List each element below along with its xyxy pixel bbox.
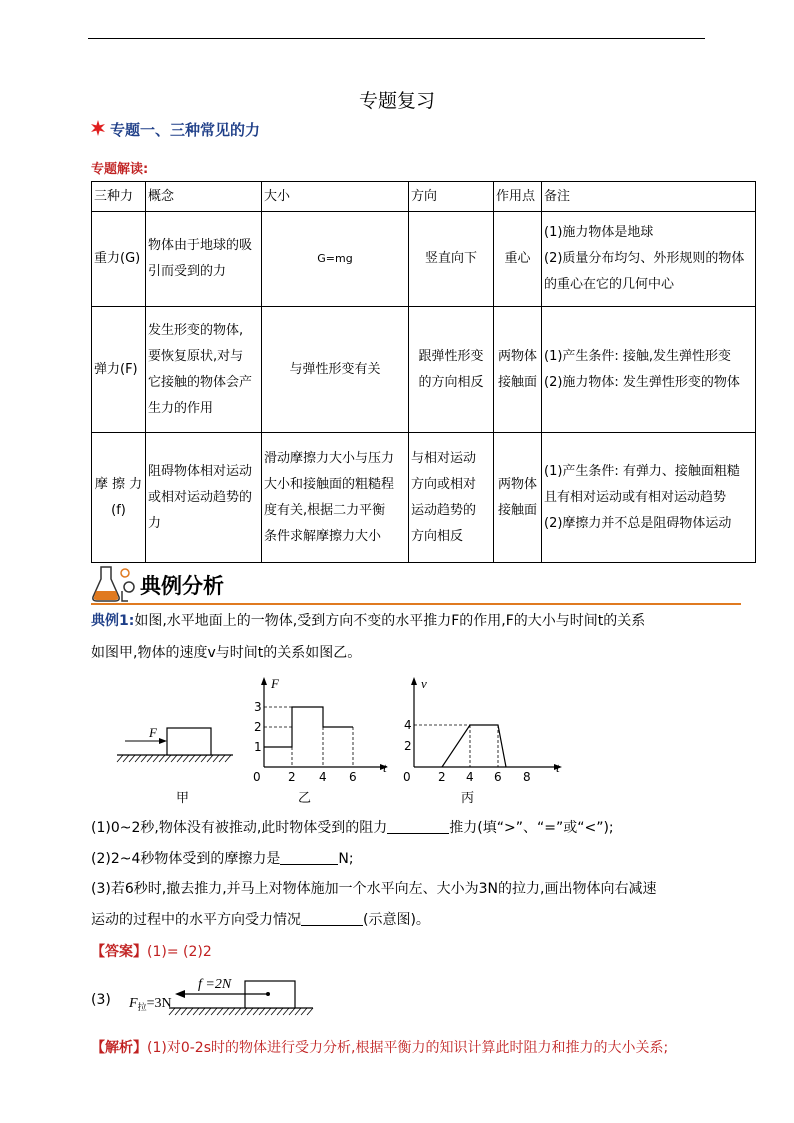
tick-label: 6 — [349, 770, 357, 784]
cell-name: 摩 擦 力 (f) — [92, 433, 146, 563]
force-time-graph — [252, 675, 394, 785]
cell-direction: 跟弹性形变 的方向相反 — [409, 307, 494, 433]
force-label: F — [149, 725, 157, 740]
header-cell: 三种力 — [92, 182, 146, 212]
header-cell: 备注 — [542, 182, 756, 212]
answer-blank — [301, 911, 363, 926]
star-icon — [90, 120, 106, 136]
tick-label: 1 — [254, 740, 262, 754]
header-cell: 大小 — [262, 182, 409, 212]
header-rule — [88, 38, 705, 39]
answer-3-prefix: (3) — [91, 992, 111, 1008]
x-axis-label: t — [383, 760, 387, 775]
tick-label: 0 — [403, 770, 411, 784]
question-3-cont: 运动的过程中的水平方向受力情况 (示意图)。 — [91, 912, 430, 928]
question-1: (1)0~2秒,物体没有被推动,此时物体受到的阻力 推力(填“>”、“=”或“<”); — [91, 820, 614, 836]
cell-note: (1)产生条件: 有弹力、接触面粗糙 且有相对运动或有相对运动趋势 (2)摩擦力并不总是阻碍物体运动 — [542, 433, 756, 563]
question-3: (3)若6秒时,撤去推力,并马上对物体施加一个水平向左、大小为3N的拉力,画出物体向右减速 — [91, 881, 657, 897]
section-title: 典例分析 — [140, 574, 224, 598]
tick-label: 8 — [523, 770, 531, 784]
cell-point: 两物体 接触面 — [494, 307, 542, 433]
table-header-row — [92, 182, 756, 212]
tick-label: 4 — [404, 718, 412, 732]
x-axis-label: t — [556, 760, 560, 775]
cell-point: 重心 — [494, 212, 542, 307]
velocity-time-graph — [402, 675, 572, 785]
cell-size: 滑动摩擦力大小与压力 大小和接触面的粗糙程 度有关,根据二力平衡 条件求解摩擦力大小 — [262, 433, 409, 563]
force-diagram — [125, 972, 320, 1022]
header-cell: 概念 — [146, 182, 262, 212]
table-row — [92, 307, 756, 433]
tick-label: 2 — [404, 739, 412, 753]
cell-note: (1)产生条件: 接触,发生弹性形变 (2)施力物体: 发生弹性形变的物体 — [542, 307, 756, 433]
header-cell: 作用点 — [494, 182, 542, 212]
figure-caption: 乙 — [298, 791, 312, 806]
analysis-label: 【解析】 — [91, 1040, 147, 1056]
cell-concept: 物体由于地球的吸 引而受到的力 — [146, 212, 262, 307]
cell-concept: 阻碍物体相对运动 或相对运动趋势的 力 — [146, 433, 262, 563]
cell-name: 弹力(F) — [92, 307, 146, 433]
tick-label: 4 — [319, 770, 327, 784]
forces-table — [91, 181, 756, 563]
example-label: 典例1: — [91, 613, 135, 629]
figure-caption: 丙 — [461, 791, 475, 806]
answer-blank — [387, 819, 449, 834]
tick-label: 2 — [288, 770, 296, 784]
table-row — [92, 433, 756, 563]
tick-label: 6 — [494, 770, 502, 784]
cell-note: (1)施力物体是地球 (2)质量分布均匀、外形规则的物体 的重心在它的几何中心 — [542, 212, 756, 307]
cell-direction: 与相对运动 方向或相对 运动趋势的 方向相反 — [409, 433, 494, 563]
answer-label: 【答案】 — [91, 944, 147, 960]
analysis-line: 【解析】(1)对0-2s时的物体进行受力分析,根据平衡力的知识计算此时阻力和推力的大小关系; — [91, 1040, 669, 1056]
tick-label: 2 — [438, 770, 446, 784]
y-axis-label: v — [421, 676, 427, 691]
interpretation-label: 专题解读: — [91, 162, 149, 177]
y-axis-label: F — [271, 676, 279, 691]
figure-block — [115, 720, 240, 770]
example-text-2: 如图甲,物体的速度v与时间t的关系如图乙。 — [91, 645, 362, 661]
section-rule — [91, 603, 741, 605]
answer-blank — [280, 850, 338, 865]
tick-label: 0 — [253, 770, 261, 784]
cell-concept: 发生形变的物体, 要恢复原状,对与 它接触的物体会产 生力的作用 — [146, 307, 262, 433]
tick-label: 3 — [254, 700, 262, 714]
cell-size: 与弹性形变有关 — [262, 307, 409, 433]
tick-label: 2 — [254, 720, 262, 734]
cell-name: 重力(G) — [92, 212, 146, 307]
cell-point: 两物体 接触面 — [494, 433, 542, 563]
page-title: 专题复习 — [358, 90, 435, 112]
answer-line: 【答案】(1)= (2)2 — [91, 944, 212, 960]
cell-size: G=mg — [262, 212, 409, 307]
friction-label: f =2N — [198, 977, 232, 992]
table-row — [92, 212, 756, 307]
question-2: (2)2~4秒物体受到的摩擦力是 N; — [91, 851, 354, 867]
figure-caption: 甲 — [176, 791, 190, 806]
cell-direction: 竖直向下 — [409, 212, 494, 307]
topic-heading: 专题一、三种常见的力 — [110, 121, 261, 139]
flask-icon — [91, 563, 135, 603]
pull-force-label: $F_拉=3N$ — [129, 996, 172, 1012]
example-text: 典例1:如图,水平地面上的一物体,受到方向不变的水平推力F的作用,F的大小与时间t的关系 — [91, 613, 646, 629]
header-cell: 方向 — [409, 182, 494, 212]
tick-label: 4 — [466, 770, 474, 784]
